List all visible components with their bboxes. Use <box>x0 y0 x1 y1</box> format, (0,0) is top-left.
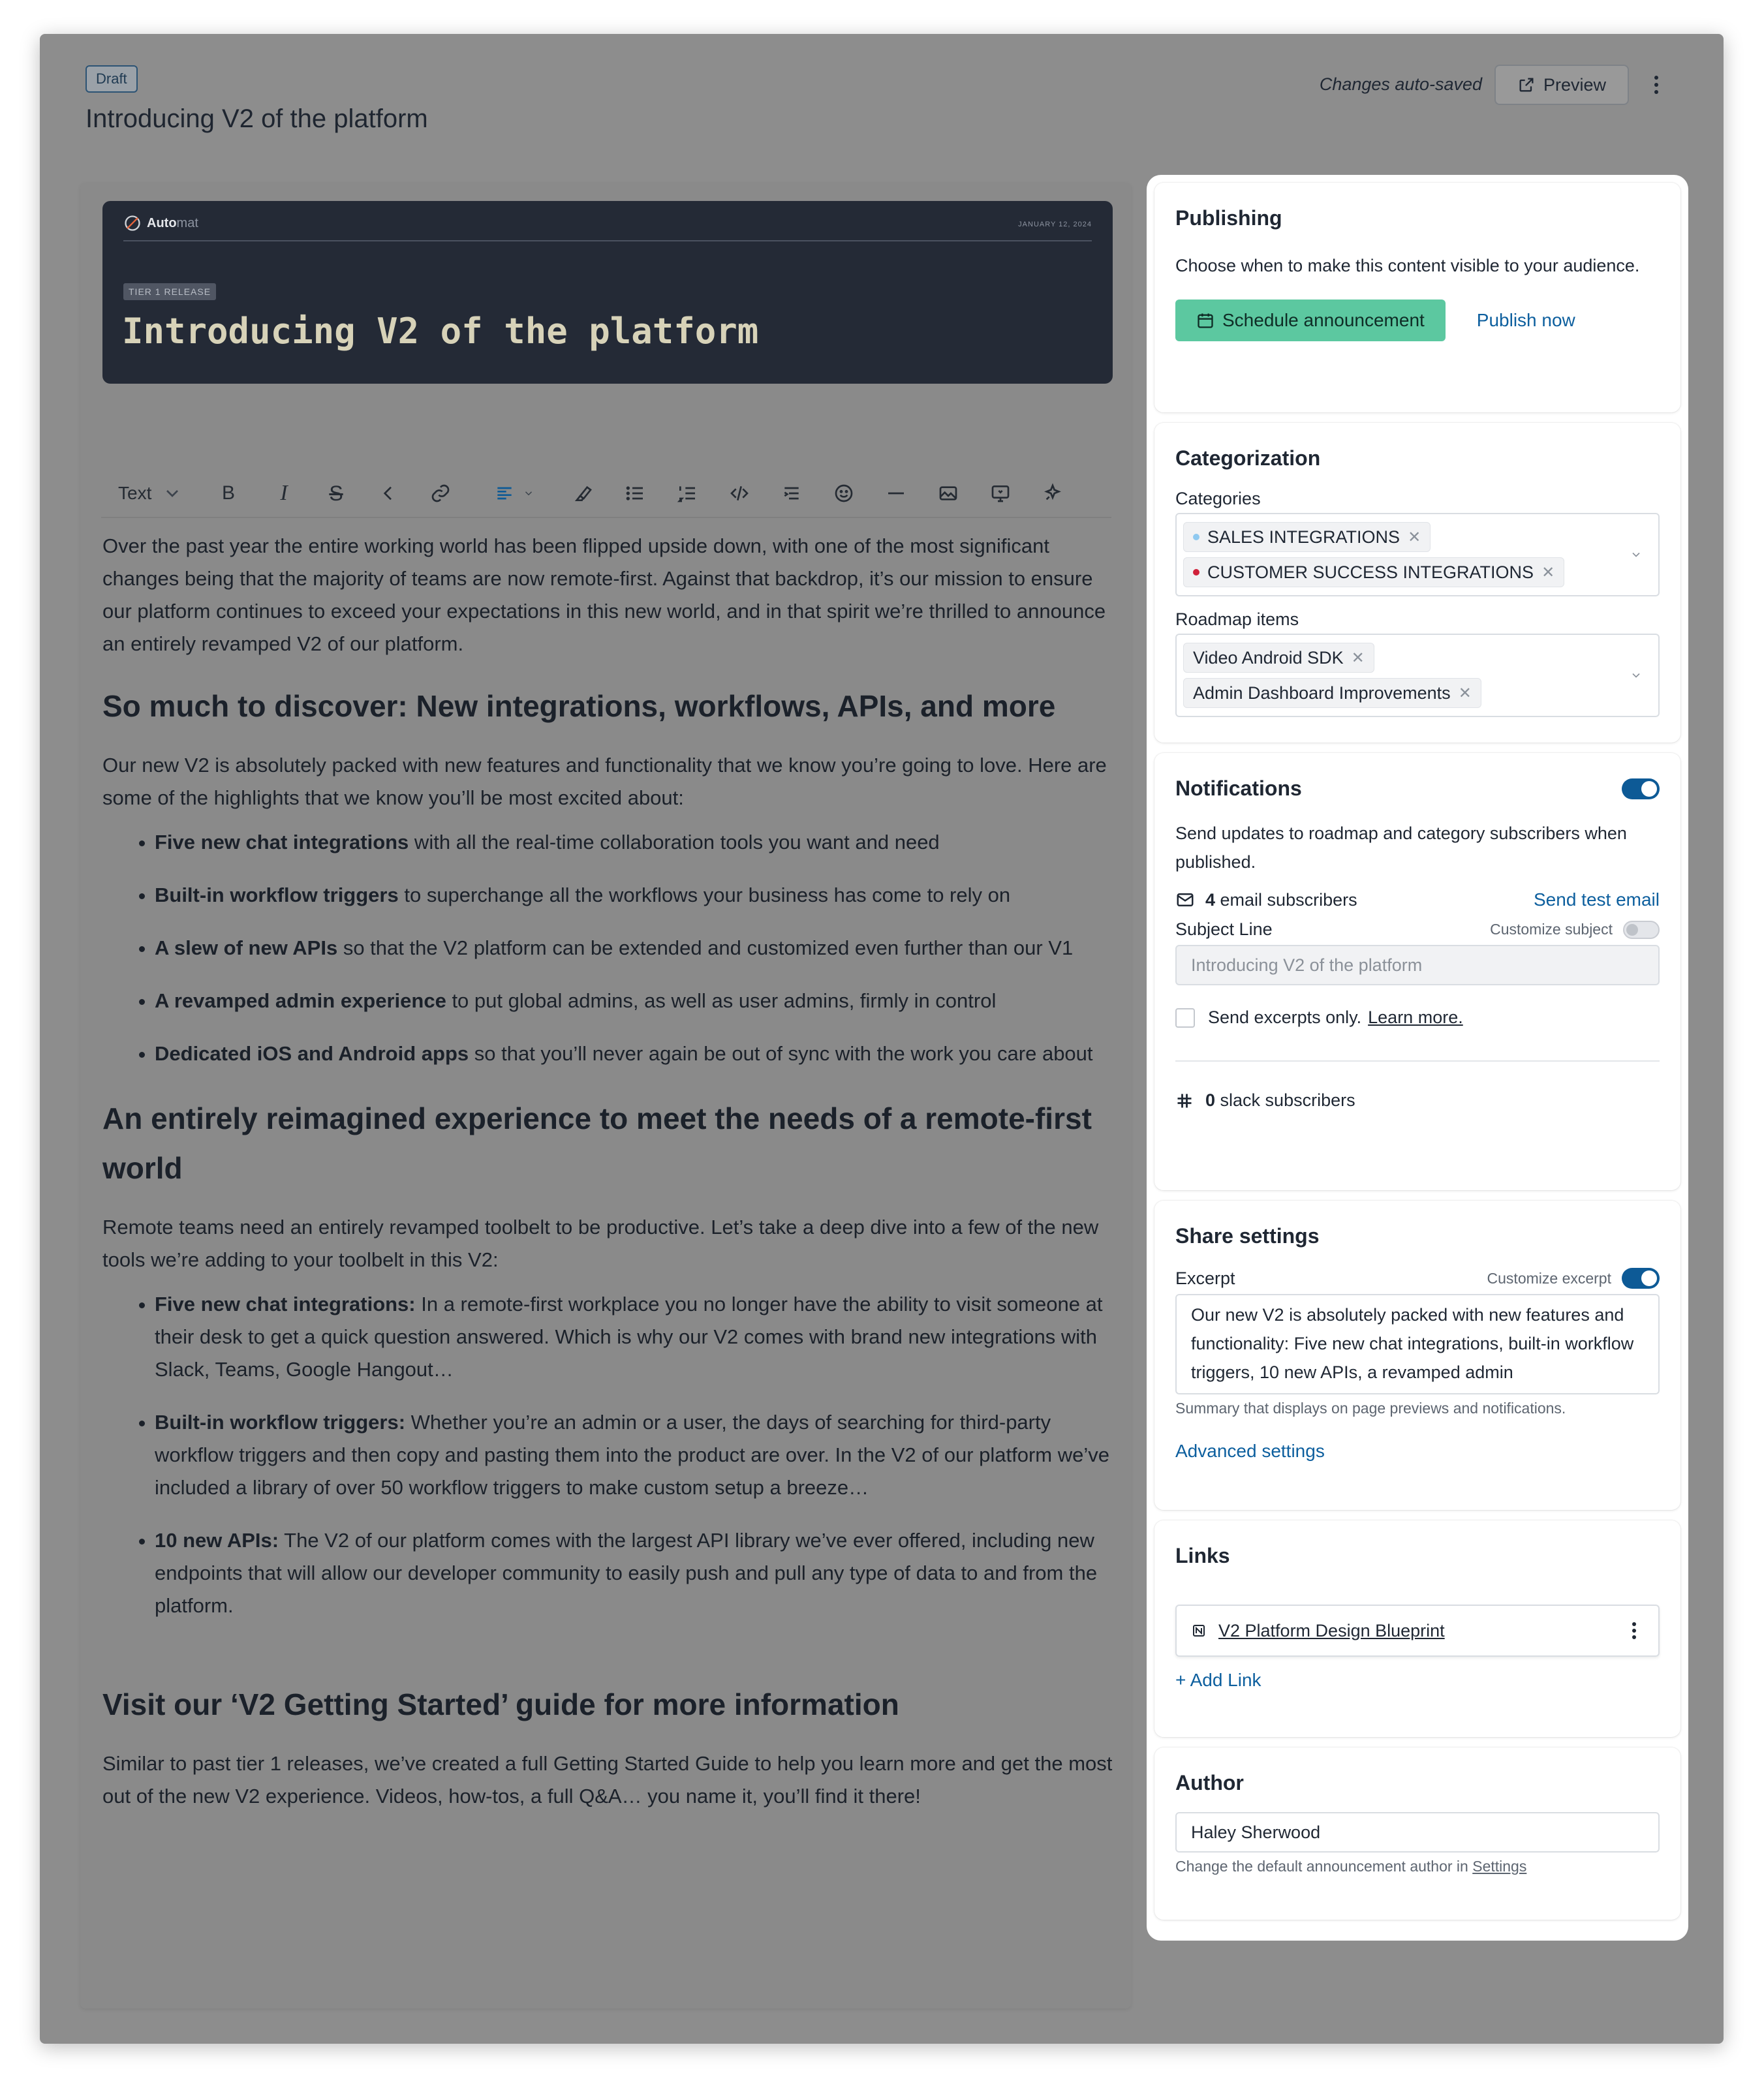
release-tag: TIER 1 RELEASE <box>123 283 216 300</box>
divider <box>1175 1060 1660 1062</box>
preview-label: Preview <box>1543 74 1607 95</box>
cover-banner <box>102 201 1113 384</box>
feature-list-2 <box>102 1288 1113 1622</box>
schedule-announcement-button[interactable]: Schedule announcement <box>1175 300 1446 341</box>
magic-icon[interactable] <box>1027 474 1079 513</box>
chevron-down-icon <box>1630 548 1643 561</box>
categories-select[interactable] <box>1175 513 1660 596</box>
links-card <box>1154 1520 1680 1737</box>
author-card <box>1154 1747 1680 1920</box>
list-item: Five new chat integrations with all the real-time collaboration tools you want and need <box>102 826 1113 859</box>
list-item: 10 new APIs: The V2 of our platform comes with the largest API library we’ve ever offered, including new endpoints that will allow our developer community to easily push and pull any type of data to and from the platform. <box>102 1524 1113 1622</box>
notifications-toggle[interactable] <box>1622 778 1660 799</box>
tag-chip[interactable] <box>1183 522 1431 552</box>
italic-icon[interactable]: I <box>280 481 288 505</box>
links-title: Links <box>1175 1544 1230 1567</box>
tag-chip[interactable] <box>1183 678 1481 708</box>
author-help: Change the default announcement author in Settings <box>1175 1858 1527 1875</box>
tag-chip-label: SALES INTEGRATIONS <box>1207 527 1400 547</box>
color-dot-icon <box>1193 534 1199 540</box>
back-icon[interactable] <box>362 474 414 513</box>
section-heading-2: An entirely reimagined experience to meet the needs of a remote-first world <box>102 1101 1092 1185</box>
notifications-card <box>1154 753 1680 1190</box>
calendar-icon <box>1196 311 1215 330</box>
highlight-icon[interactable] <box>557 474 609 513</box>
section-paragraph-2: Remote teams need an entirely revamped toolbelt to be productive. Let’s take a deep dive into a few of the new tools we’re adding to your toolbelt in this V2: <box>102 1216 1099 1271</box>
list-item: A slew of new APIs so that the V2 platform can be extended and customized even further than our V1 <box>102 932 1113 964</box>
code-icon[interactable] <box>713 474 766 513</box>
list-item: Built-in workflow triggers: Whether you’re an admin or a user, the days of searching for third-party workflow triggers and then copy and pasting them into the product are over. In the V2 of our platform we’ve included a library of over 50 workflow triggers to make custom setup a breeze… <box>102 1406 1113 1504</box>
categorization-card <box>1154 423 1680 743</box>
chevron-down-icon <box>162 483 183 504</box>
publish-now-link[interactable]: Publish now <box>1476 310 1575 330</box>
tag-chip-label: Video Android SDK <box>1193 647 1344 668</box>
subject-line-input[interactable]: Introducing V2 of the platform <box>1175 945 1660 985</box>
send-excerpts-checkbox[interactable] <box>1175 1008 1195 1028</box>
emoji-icon[interactable] <box>818 474 870 513</box>
remove-icon[interactable]: ✕ <box>1351 649 1365 667</box>
numbered-list-icon[interactable] <box>661 474 713 513</box>
text-style-dropdown[interactable]: Text <box>101 474 190 513</box>
notifications-title: Notifications <box>1175 777 1302 800</box>
link-options-icon[interactable] <box>1624 1621 1644 1640</box>
banner-date: JANUARY 12, 2024 <box>1018 221 1092 228</box>
page-title: Introducing V2 of the platform <box>85 104 428 133</box>
subject-line-label: Subject Line <box>1175 919 1273 939</box>
send-excerpts-label: Send excerpts only. <box>1208 1008 1362 1027</box>
list-item: Five new chat integrations: In a remote-first workplace you no longer have the ability to visit someone at their desk to get a quick question answered. Which is why our V2 comes with brand new integrations with Slack, Teams, Google Hangout… <box>102 1288 1113 1386</box>
mail-icon <box>1175 890 1195 910</box>
customize-subject-label: Customize subject <box>1490 921 1613 938</box>
section-heading-1: So much to discover: New integrations, workflows, APIs, and more <box>102 689 1056 723</box>
align-icon[interactable] <box>478 474 550 513</box>
page-header <box>40 34 1724 145</box>
status-badge: Draft <box>85 65 138 93</box>
section-paragraph-3: Similar to past tier 1 releases, we’ve created a full Getting Started Guide to help you learn more and get the most out of the new V2 experience. Videos, how-tos, a full Q&A… you name it, you’ll find it there! <box>102 1752 1113 1807</box>
settings-sidebar <box>1147 175 1688 1941</box>
customize-excerpt-label: Customize excerpt <box>1487 1269 1611 1287</box>
intro-paragraph: Over the past year the entire working world has been flipped upside down, with one of the most significant changes being that the majority of teams are now remote-first. Against that backdrop, it’s our mission to ensure our platform continues to exceed your expectations in this new world, and in that spirit we’re thrilled to announce an entirely revamped V2 of our platform. <box>102 534 1106 655</box>
tag-chip[interactable] <box>1183 557 1564 587</box>
send-test-email-link[interactable]: Send test email <box>1534 889 1660 910</box>
customize-subject-toggle[interactable] <box>1623 921 1660 939</box>
external-link-icon <box>1517 76 1536 94</box>
bullet-list-icon[interactable] <box>609 474 661 513</box>
publishing-title: Publishing <box>1175 206 1282 230</box>
customize-excerpt-toggle[interactable] <box>1622 1268 1660 1289</box>
tag-chip-label: CUSTOMER SUCCESS INTEGRATIONS <box>1207 562 1534 582</box>
section-heading-3: Visit our ‘V2 Getting Started’ guide for more information <box>102 1687 899 1721</box>
feature-list-1 <box>102 826 1113 1070</box>
logo-icon <box>123 214 142 232</box>
brand-logo: Automat <box>123 214 198 232</box>
indent-list-icon[interactable] <box>766 474 818 513</box>
section-paragraph-1: Our new V2 is absolutely packed with new features and functionality that we know you’re going to love. Here are some of the highlights that we know you’ll be most excited about: <box>102 754 1107 809</box>
list-item: Built-in workflow triggers to superchange all the workflows your business has come to rely on <box>102 879 1113 912</box>
link-item-label[interactable]: V2 Platform Design Blueprint <box>1218 1620 1445 1640</box>
author-title: Author <box>1175 1771 1244 1794</box>
categorization-title: Categorization <box>1175 446 1321 470</box>
settings-link[interactable]: Settings <box>1472 1858 1527 1875</box>
roadmap-items-label: Roadmap items <box>1175 609 1299 629</box>
remove-icon[interactable]: ✕ <box>1458 684 1472 702</box>
add-link-button[interactable]: + Add Link <box>1175 1670 1261 1690</box>
banner-title: Introducing V2 of the platform <box>122 311 759 352</box>
list-item: A revamped admin experience to put global admins, as well as user admins, firmly in control <box>102 985 1113 1017</box>
preview-button[interactable] <box>1494 65 1629 105</box>
publishing-card <box>1154 183 1680 412</box>
tag-chip-label: Admin Dashboard Improvements <box>1193 683 1451 703</box>
more-options-icon[interactable] <box>1647 68 1666 102</box>
divider-icon[interactable] <box>870 474 922 513</box>
image-icon[interactable] <box>922 474 974 513</box>
roadmap-items-select[interactable] <box>1175 634 1660 717</box>
embed-icon[interactable] <box>974 474 1027 513</box>
remove-icon[interactable]: ✕ <box>1408 528 1421 546</box>
formatting-toolbar <box>101 470 1111 518</box>
excerpt-help: Summary that displays on page previews and notifications. <box>1175 1400 1566 1417</box>
email-subscribers: 4 email subscribers <box>1175 890 1357 910</box>
share-settings-card <box>1154 1201 1680 1510</box>
article-body[interactable] <box>102 530 1113 1813</box>
autosave-status: Changes auto-saved <box>1319 74 1482 94</box>
link-icon[interactable] <box>414 474 467 513</box>
categories-label: Categories <box>1175 489 1261 508</box>
editor-panel <box>80 183 1131 2008</box>
banner-divider <box>123 240 1092 241</box>
notion-icon <box>1191 1623 1207 1638</box>
color-dot-icon <box>1193 569 1199 576</box>
advanced-settings-link[interactable]: Advanced settings <box>1175 1441 1325 1461</box>
share-settings-title: Share settings <box>1175 1224 1320 1248</box>
bold-icon[interactable]: B <box>221 482 235 504</box>
list-item: Dedicated iOS and Android apps so that you’ll never again be out of sync with the work you care about <box>102 1038 1113 1070</box>
slack-subscribers: 0 slack subscribers <box>1175 1090 1660 1111</box>
app-window <box>40 34 1724 2044</box>
remove-icon[interactable]: ✕ <box>1541 563 1555 581</box>
slack-icon <box>1175 1092 1194 1110</box>
excerpt-textarea[interactable]: Our new V2 is absolutely packed with new features and functionality: Five new chat integrations, built-in workflow triggers, 10 new APIs, a revamped admin <box>1175 1294 1660 1394</box>
tag-chip[interactable] <box>1183 643 1374 673</box>
learn-more-link[interactable]: Learn more. <box>1368 1008 1463 1027</box>
strikethrough-icon[interactable]: S <box>329 481 343 505</box>
author-input[interactable]: Haley Sherwood <box>1175 1812 1660 1853</box>
excerpt-label: Excerpt <box>1175 1268 1235 1288</box>
link-item[interactable] <box>1175 1605 1660 1657</box>
chevron-down-icon <box>1630 669 1643 682</box>
publishing-description: Choose when to make this content visible to your audience. <box>1175 256 1640 275</box>
notifications-description: Send updates to roadmap and category subscribers when published. <box>1175 823 1627 872</box>
